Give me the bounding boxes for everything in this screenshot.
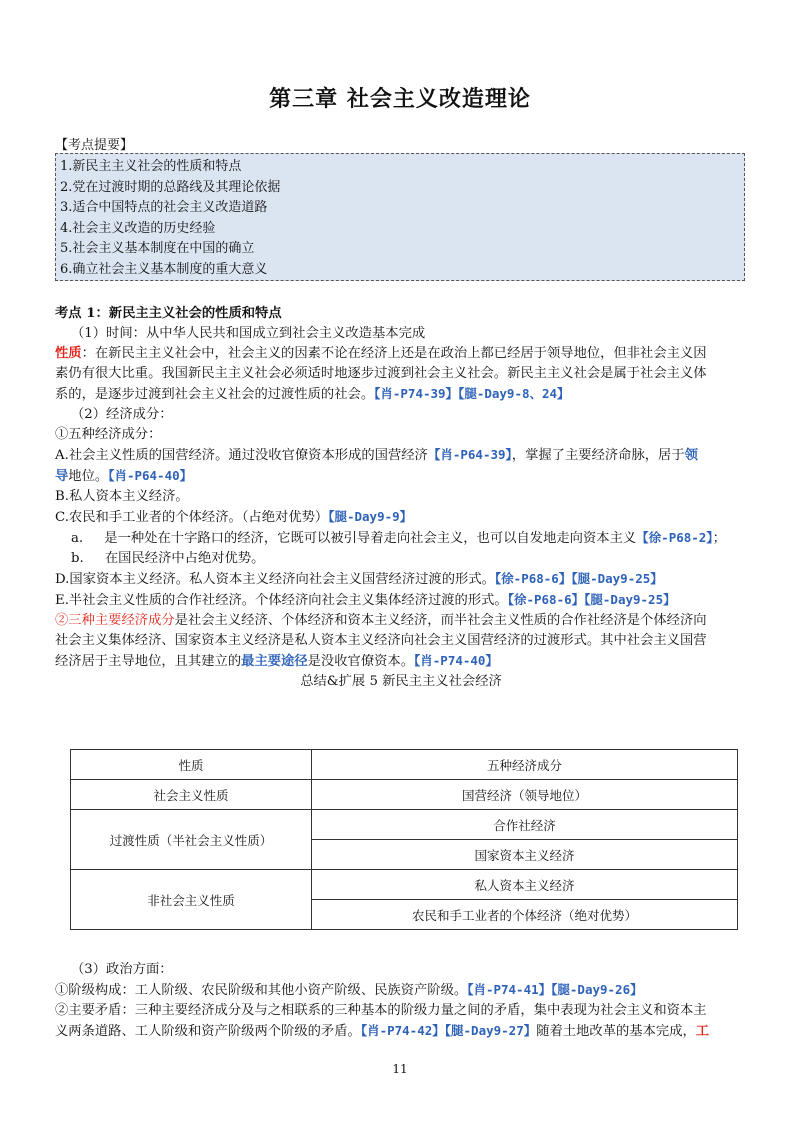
punctuation: ； (712, 531, 726, 546)
outline-item: 1.新民主主义社会的性质和特点 (60, 159, 242, 174)
chapter-title: 第三章 社会主义改造理论 (269, 87, 531, 112)
politics-heading: （3）政治方面： (71, 962, 173, 977)
economy-table (70, 749, 738, 930)
item-a-text: 地位。 (68, 469, 109, 484)
contradiction-line-2 (55, 1021, 747, 1042)
list-marker: ② (55, 613, 69, 628)
table-cell: 非社会主义性质 (71, 870, 312, 930)
item-c-b-text: 在国民经济中占绝对优势。 (104, 551, 265, 566)
outline-item: 4.社会主义改造的历史经验 (60, 220, 216, 236)
table-header-cell: 性质 (71, 750, 312, 780)
item-e (55, 590, 747, 611)
table-header-cell: 五种经济成分 (312, 750, 738, 780)
outline-item: 2.党在过渡时期的总路线及其理论依据 (60, 179, 281, 195)
table-cell: 社会主义性质 (71, 780, 312, 810)
outline-item: 3.适合中国特点的社会主义改造道路 (60, 200, 268, 215)
item-b: B.私人资本主义经济。 (55, 489, 189, 504)
three-line-1 (55, 611, 747, 631)
lead-highlight: 领 (684, 448, 698, 463)
reference-tag: 【腿-Day9-25】 (571, 571, 663, 586)
lead-highlight: 导 (55, 469, 69, 484)
outline-item: 5.社会主义基本制度在中国的确立 (60, 241, 255, 256)
three-text: 是社会主义经济、个体经济和资本主义经济，而半社会主义性质的合作社经济是个体经济向 (174, 613, 707, 628)
table-row (71, 780, 738, 810)
time-line: （1）时间：从中华人民共和国成立到社会主义改造基本完成 (71, 326, 426, 341)
section-1 (55, 304, 747, 692)
item-d (55, 569, 747, 590)
item-c-b (55, 549, 747, 569)
table-cell: 合作社经济 (312, 810, 738, 840)
reference-tag: 【腿-Day9-8、24】 (458, 386, 570, 401)
item-c-text: C.农民和手工业者的个体经济。（占绝对优势） (55, 510, 329, 525)
item-c-a (55, 528, 747, 549)
reference-tag: 【徐-P68-2】 (636, 530, 713, 545)
list-marker: b. (71, 551, 84, 566)
reference-tag: 【腿-Day9-25】 (584, 592, 676, 607)
reference-tag: 【腿-Day9-26】 (551, 982, 643, 997)
item-a-text: A.社会主义性质的国营经济。通过没收官僚资本形成的国营经济 (55, 448, 428, 463)
table-cell: 农民和手工业者的个体经济（绝对优势） (312, 900, 738, 930)
item-e-text: E.半社会主义性质的合作社经济。个体经济向社会主义集体经济过渡的形式。 (55, 593, 508, 608)
nature-line-3 (55, 384, 747, 405)
three-label: 三种主要经济成分 (68, 613, 175, 628)
reference-tag: 【肖-P64-40】 (108, 468, 193, 483)
class-line (55, 980, 747, 1001)
item-a-line-1 (55, 445, 747, 466)
table-row (71, 870, 738, 900)
three-line-2: 社会主义集体经济、国家资本主义经济是私人资本主义经济向社会主义国营经济的过渡形式。其中社会主义国营 (55, 633, 707, 648)
list-marker: a. (71, 531, 84, 546)
item-d-text: D.国家资本主义经济。私人资本主义经济向社会主义国营经济过渡的形式。 (55, 572, 495, 587)
item-a-text: ，掌握了主要经济命脉，居于 (511, 448, 685, 463)
three-text: 是没收官僚资本。 (307, 654, 415, 669)
page-number: 11 (392, 1062, 408, 1076)
reference-tag: 【徐-P68-6】 (507, 592, 585, 607)
nature-line-1 (55, 344, 747, 364)
nature-text: 系的，是逐步过渡到社会主义社会的过渡性质的社会。 (55, 387, 375, 402)
reference-tag: 【肖-P64-39】 (427, 447, 512, 462)
reference-tag: 【腿-Day9-27】 (444, 1023, 537, 1038)
contradiction-line-1: ②主要矛盾：三种主要经济成分及与之相联系的三种基本的阶级力量之间的矛盾，集中表现为社会主义和资本主 (55, 1003, 707, 1018)
outline-box (55, 153, 745, 281)
table-cell: 国家资本主义经济 (312, 840, 738, 870)
table-cell: 私人资本主义经济 (312, 870, 738, 900)
table-row (71, 810, 738, 840)
five-heading: ①五种经济成分： (55, 427, 162, 442)
main-route-highlight: 最主要途径 (241, 654, 308, 669)
nature-label: 性质 (55, 346, 82, 361)
econ-heading: （2）经济成分： (71, 407, 173, 422)
class-text: ①阶级构成：工人阶级、农民阶级和其他小资产阶级、民族资产阶级。 (55, 983, 468, 998)
reference-tag: 【肖-P74-41】 (467, 982, 552, 997)
item-c (55, 507, 747, 528)
nature-text: ：在新民主主义社会中，社会主义的因素不论在经济上还是在政治上都已经居于领导地位，但非社会主义因 (81, 346, 707, 361)
table-cell: 国营经济（领导地位） (312, 780, 738, 810)
section-3 (55, 960, 747, 1042)
red-highlight: 工 (695, 1024, 710, 1039)
section-heading: 考点 1：新民主主义社会的性质和特点 (55, 306, 282, 321)
item-a-line-2 (55, 466, 747, 487)
reference-tag: 【肖-P74-42】 (360, 1023, 445, 1038)
outline-label: 【考点提要】 (55, 138, 134, 153)
three-line-3 (55, 651, 747, 672)
nature-line-2: 素仍有很大比重。我国新民主主义社会必须适时地逐步过渡到社会主义社会。新民主主义社会是属于社会主义体 (55, 366, 707, 381)
contradiction-text: 随着土地改革的基本完成， (536, 1024, 696, 1039)
table-cell: 过渡性质（半社会主义性质） (71, 810, 312, 870)
contradiction-text: 义两条道路、工人阶级和资产阶级两个阶级的矛盾。 (55, 1024, 361, 1039)
reference-tag: 【徐-P68-6】 (494, 571, 572, 586)
reference-tag: 【腿-Day9-9】 (328, 509, 413, 524)
three-text: 经济居于主导地位，且其建立的 (55, 654, 242, 669)
reference-tag: 【肖-P74-40】 (414, 653, 498, 668)
outline-item: 6.确立社会主义基本制度的重大意义 (60, 261, 268, 277)
reference-tag: 【肖-P74-39】 (374, 386, 459, 401)
table-row (71, 750, 738, 780)
table-caption: 总结&扩展 5 新民主主义社会经济 (300, 674, 502, 689)
item-c-a-text: 是一种处在十字路口的经济，它既可以被引导着走向社会主义，也可以自发地走向资本主义 (104, 531, 637, 546)
